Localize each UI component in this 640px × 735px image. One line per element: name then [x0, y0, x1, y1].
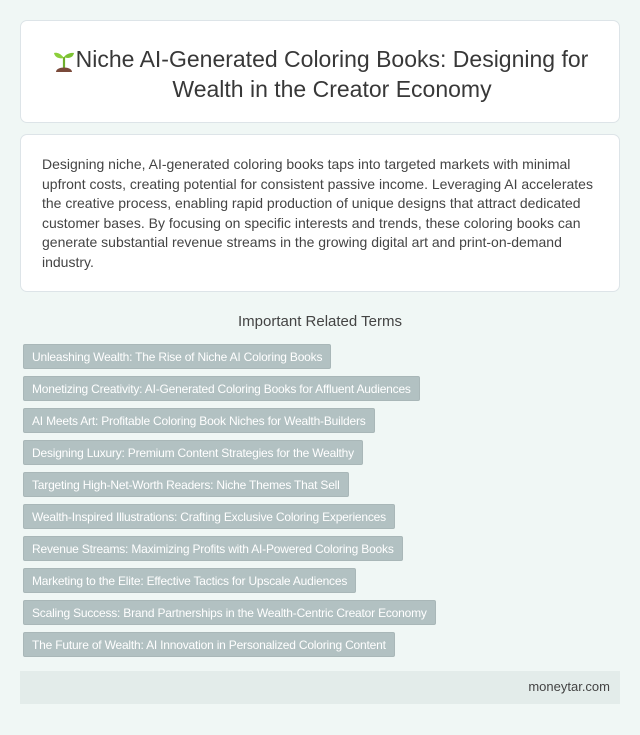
related-term-tag[interactable]: Revenue Streams: Maximizing Profits with AI-Powered Coloring Books	[23, 536, 403, 561]
related-term-tag[interactable]: Scaling Success: Brand Partnerships in the Wealth-Centric Creator Economy	[23, 600, 436, 625]
header-card	[20, 20, 620, 123]
related-term-tag[interactable]: The Future of Wealth: AI Innovation in Personalized Coloring Content	[23, 632, 395, 657]
related-term-tag[interactable]: Targeting High-Net-Worth Readers: Niche Themes That Sell	[23, 472, 349, 497]
page-title-row	[21, 44, 619, 104]
related-terms-heading: Important Related Terms	[238, 313, 402, 330]
summary-text: Designing niche, AI-generated coloring books taps into targeted markets with minimal upfront costs, creating potential for consistent passive income. Leveraging AI accelerates the creative process, enabling rapid production of unique designs that attract dedicated customer bases. By focusing on specific interests and trends, these coloring books can generate substantial revenue streams in the growing digital art and print-on-demand industry.	[42, 156, 593, 270]
summary-card	[20, 134, 620, 292]
footer	[20, 671, 620, 704]
related-term-tag[interactable]: Designing Luxury: Premium Content Strategies for the Wealthy	[23, 440, 363, 465]
related-term-tag[interactable]: AI Meets Art: Profitable Coloring Book Niches for Wealth-Builders	[23, 408, 375, 433]
related-terms-list	[23, 344, 436, 664]
related-term-tag[interactable]: Wealth-Inspired Illustrations: Crafting Exclusive Coloring Experiences	[23, 504, 395, 529]
page-title: Niche AI-Generated Coloring Books: Designing for Wealth in the Creator Economy	[75, 46, 589, 102]
related-term-tag[interactable]: Marketing to the Elite: Effective Tactics for Upscale Audiences	[23, 568, 356, 593]
footer-site-link[interactable]: moneytar.com	[528, 679, 610, 694]
related-term-tag[interactable]: Monetizing Creativity: AI-Generated Coloring Books for Affluent Audiences	[23, 376, 420, 401]
related-term-tag[interactable]: Unleashing Wealth: The Rise of Niche AI Coloring Books	[23, 344, 331, 369]
